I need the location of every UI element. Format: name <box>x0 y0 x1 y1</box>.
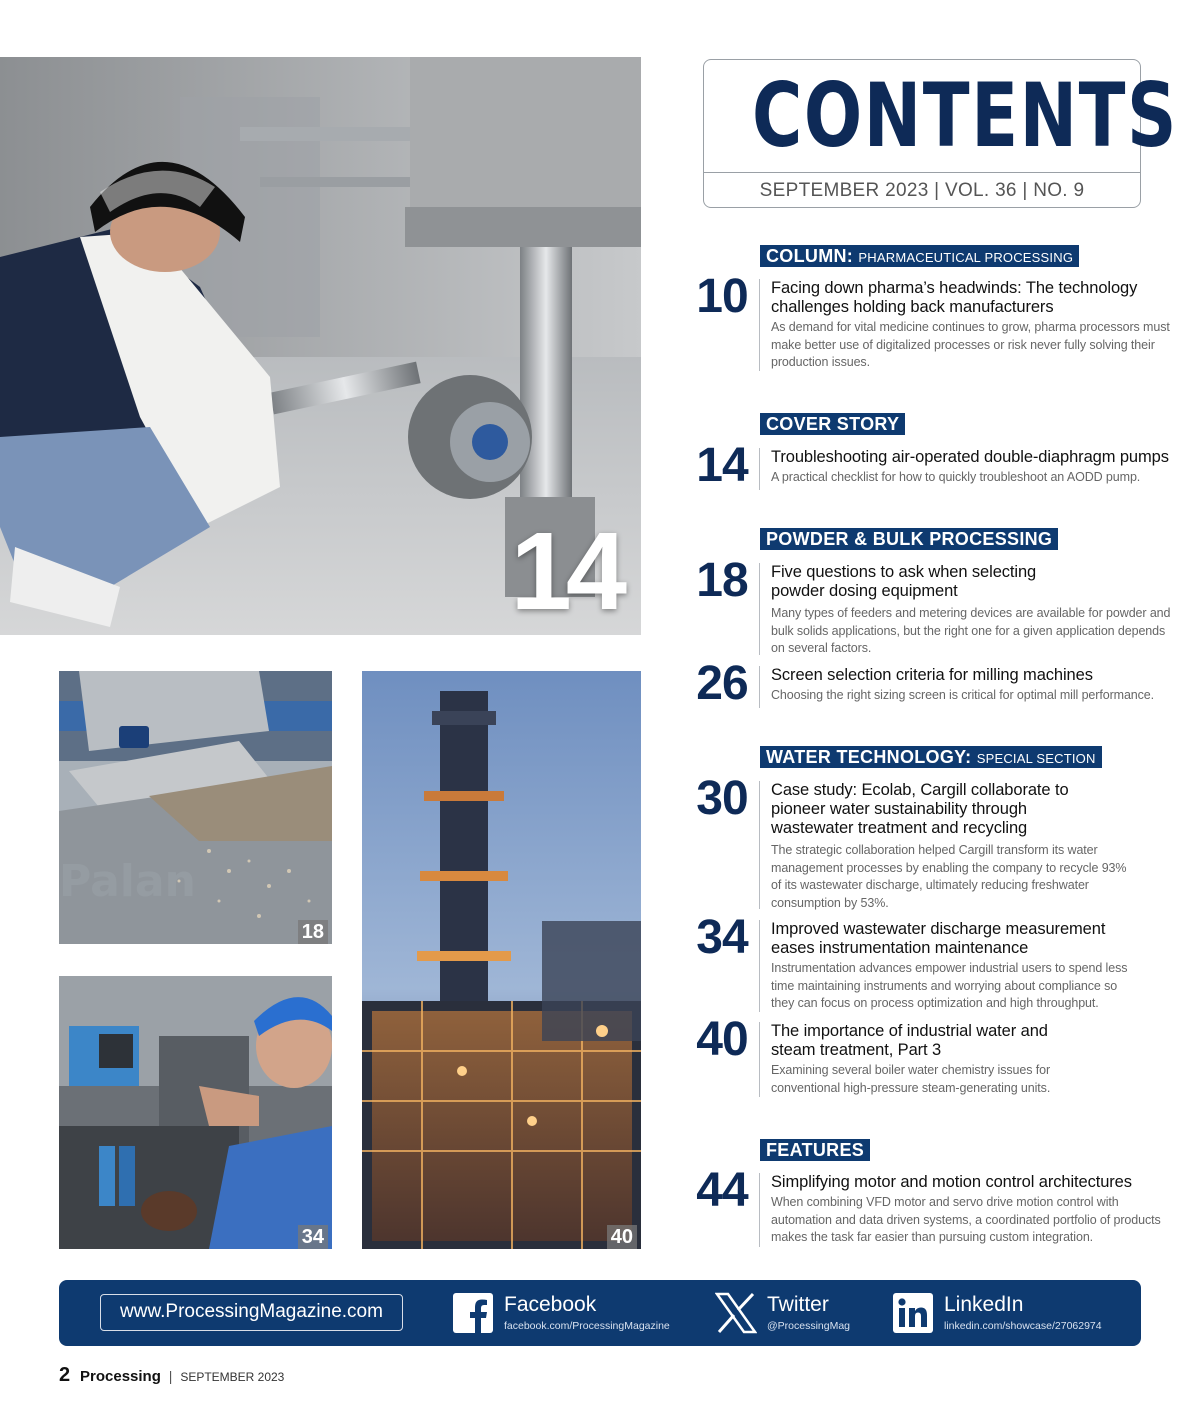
entry-page-number: 44 <box>696 1164 748 1217</box>
entry-title[interactable]: Five questions to ask when selecting powder dosing equipment <box>771 563 1037 600</box>
entry-page-number: 30 <box>696 772 748 825</box>
toc-entry-10[interactable] <box>690 270 1170 371</box>
entry-description: When combining VFD motor and servo drive motion control with automation and data driven systems, a coordinated portfolio of products makes the task far easier than pursuing custom integration. <box>771 1195 1161 1244</box>
linkedin-link[interactable] <box>892 1290 1112 1336</box>
section-label-powder-bulk <box>760 528 1058 550</box>
entry-rule <box>759 920 760 1012</box>
footer-separator: | <box>168 1368 173 1384</box>
linkedin-handle: linkedin.com/showcase/27062974 <box>944 1320 1102 1332</box>
entry-title[interactable]: The importance of industrial water and steam treatment, Part 3 <box>771 1022 1048 1059</box>
facebook-link[interactable] <box>452 1290 672 1336</box>
toc-entry-26[interactable] <box>690 657 1170 710</box>
section-label-text: COLUMN: <box>766 246 854 266</box>
entry-rule <box>759 781 760 909</box>
section-label-text: WATER TECHNOLOGY: <box>766 747 972 767</box>
x-twitter-icon <box>715 1292 757 1334</box>
social-bar <box>59 1280 1141 1346</box>
section-label-cover-story <box>760 413 905 435</box>
magazine-name: Processing <box>80 1368 161 1385</box>
twitter-handle: @ProcessingMag <box>767 1320 851 1332</box>
entry-title[interactable]: Case study: Ecolab, Cargill collaborate to pioneer water sustainability through wastewater treatment and recycling <box>771 781 1069 837</box>
section-label-text: POWDER & BULK PROCESSING <box>766 529 1053 549</box>
entry-description: Examining several boiler water chemistry issues for conventional high-pressure steam-generating units. <box>771 1063 1051 1095</box>
entry-description: Choosing the right sizing screen is critical for optimal mill performance. <box>771 688 1155 702</box>
powder-dosing-photo <box>59 671 332 944</box>
toc-entry-34[interactable] <box>690 911 1170 1012</box>
entry-page-number: 14 <box>696 439 748 492</box>
entry-rule <box>759 279 760 371</box>
facebook-icon <box>452 1292 494 1334</box>
page-number: 2 <box>59 1364 71 1386</box>
toc-entry-44[interactable] <box>690 1164 1170 1247</box>
section-label-water-technology <box>760 746 1102 768</box>
section-label-column <box>760 245 1079 267</box>
toc-entry-40[interactable] <box>690 1013 1170 1097</box>
entry-title[interactable]: Facing down pharma’s headwinds: The technology challenges holding back manufacturers <box>771 279 1138 316</box>
facebook-handle: facebook.com/ProcessingMagazine <box>504 1320 670 1332</box>
page-title: CONTENTS <box>751 64 1179 167</box>
entry-page-number: 26 <box>696 657 748 710</box>
issue-info: SEPTEMBER 2023 | VOL. 36 | NO. 9 <box>759 180 1085 201</box>
header-divider <box>704 172 1140 173</box>
twitter-link[interactable] <box>715 1290 875 1336</box>
entry-description: The strategic collaboration helped Cargill transform its water management processes by enabling the company to recycle 93% of its wastewater discharge, ultimately reducing freshwater consumption by 53%. <box>771 843 1127 910</box>
section-label-sub: PHARMACEUTICAL PROCESSING <box>858 250 1074 265</box>
entry-description: Many types of feeders and metering devices are available for powder and bulk solids applications, but the right one for a given application depends on several factors. <box>771 606 1171 655</box>
powder-feeder-image <box>59 671 332 944</box>
steam-plant-photo <box>362 671 641 1249</box>
entry-description: As demand for vital medicine continues to grow, pharma processors must make better use of digitalized processes or risk never fully solving their production issues. <box>771 320 1170 369</box>
linkedin-icon <box>892 1292 934 1334</box>
twitter-name: Twitter <box>767 1293 829 1316</box>
entry-page-number: 40 <box>696 1013 748 1066</box>
linkedin-name: LinkedIn <box>944 1293 1024 1316</box>
website-link[interactable]: www.ProcessingMagazine.com <box>100 1294 403 1331</box>
section-label-sub: SPECIAL SECTION <box>976 751 1096 766</box>
section-label-features <box>760 1139 870 1161</box>
entry-page-number: 10 <box>696 270 748 323</box>
entry-rule <box>759 563 760 655</box>
facebook-name: Facebook <box>504 1293 597 1316</box>
entry-rule <box>759 666 760 708</box>
technician-panel-image <box>59 976 332 1249</box>
entry-title[interactable]: Simplifying motor and motion control architectures <box>771 1173 1132 1191</box>
entry-title[interactable]: Screen selection criteria for milling machines <box>771 666 1093 684</box>
entry-page-number: 34 <box>696 911 748 964</box>
contents-header <box>703 59 1179 208</box>
toc-entry-14[interactable] <box>690 439 1170 492</box>
toc-entry-18[interactable] <box>690 554 1171 655</box>
footer-date: SEPTEMBER 2023 <box>180 1370 285 1384</box>
powder-photo-page-number: 18 <box>298 920 328 944</box>
entry-page-number: 18 <box>696 554 748 607</box>
entry-description: A practical checklist for how to quickly troubleshoot an AODD pump. <box>771 470 1141 484</box>
cover-story-page-number: 14 <box>510 510 621 633</box>
section-label-text: COVER STORY <box>766 414 900 434</box>
entry-rule <box>759 448 760 490</box>
industrial-plant-image <box>362 671 641 1249</box>
instrumentation-photo <box>59 976 332 1249</box>
entry-description: Instrumentation advances empower industrial users to spend less time maintaining instruments and worrying about compliance so they can focus on process optimization and high throughput. <box>771 961 1128 1010</box>
entry-rule <box>759 1173 760 1247</box>
section-label-text: FEATURES <box>766 1140 865 1160</box>
entry-rule <box>759 1022 760 1097</box>
page-footer <box>59 1364 284 1387</box>
entry-title[interactable]: Improved wastewater discharge measurement eases instrumentation maintenance <box>771 920 1106 957</box>
svg-text:Palan: Palan <box>59 856 196 907</box>
cover-story-photo <box>0 57 641 635</box>
steam-plant-photo-page-number: 40 <box>607 1225 637 1249</box>
instrumentation-photo-page-number: 34 <box>298 1225 328 1249</box>
toc-entry-30[interactable] <box>690 772 1170 910</box>
entry-title[interactable]: Troubleshooting air-operated double-diaphragm pumps <box>771 448 1169 466</box>
